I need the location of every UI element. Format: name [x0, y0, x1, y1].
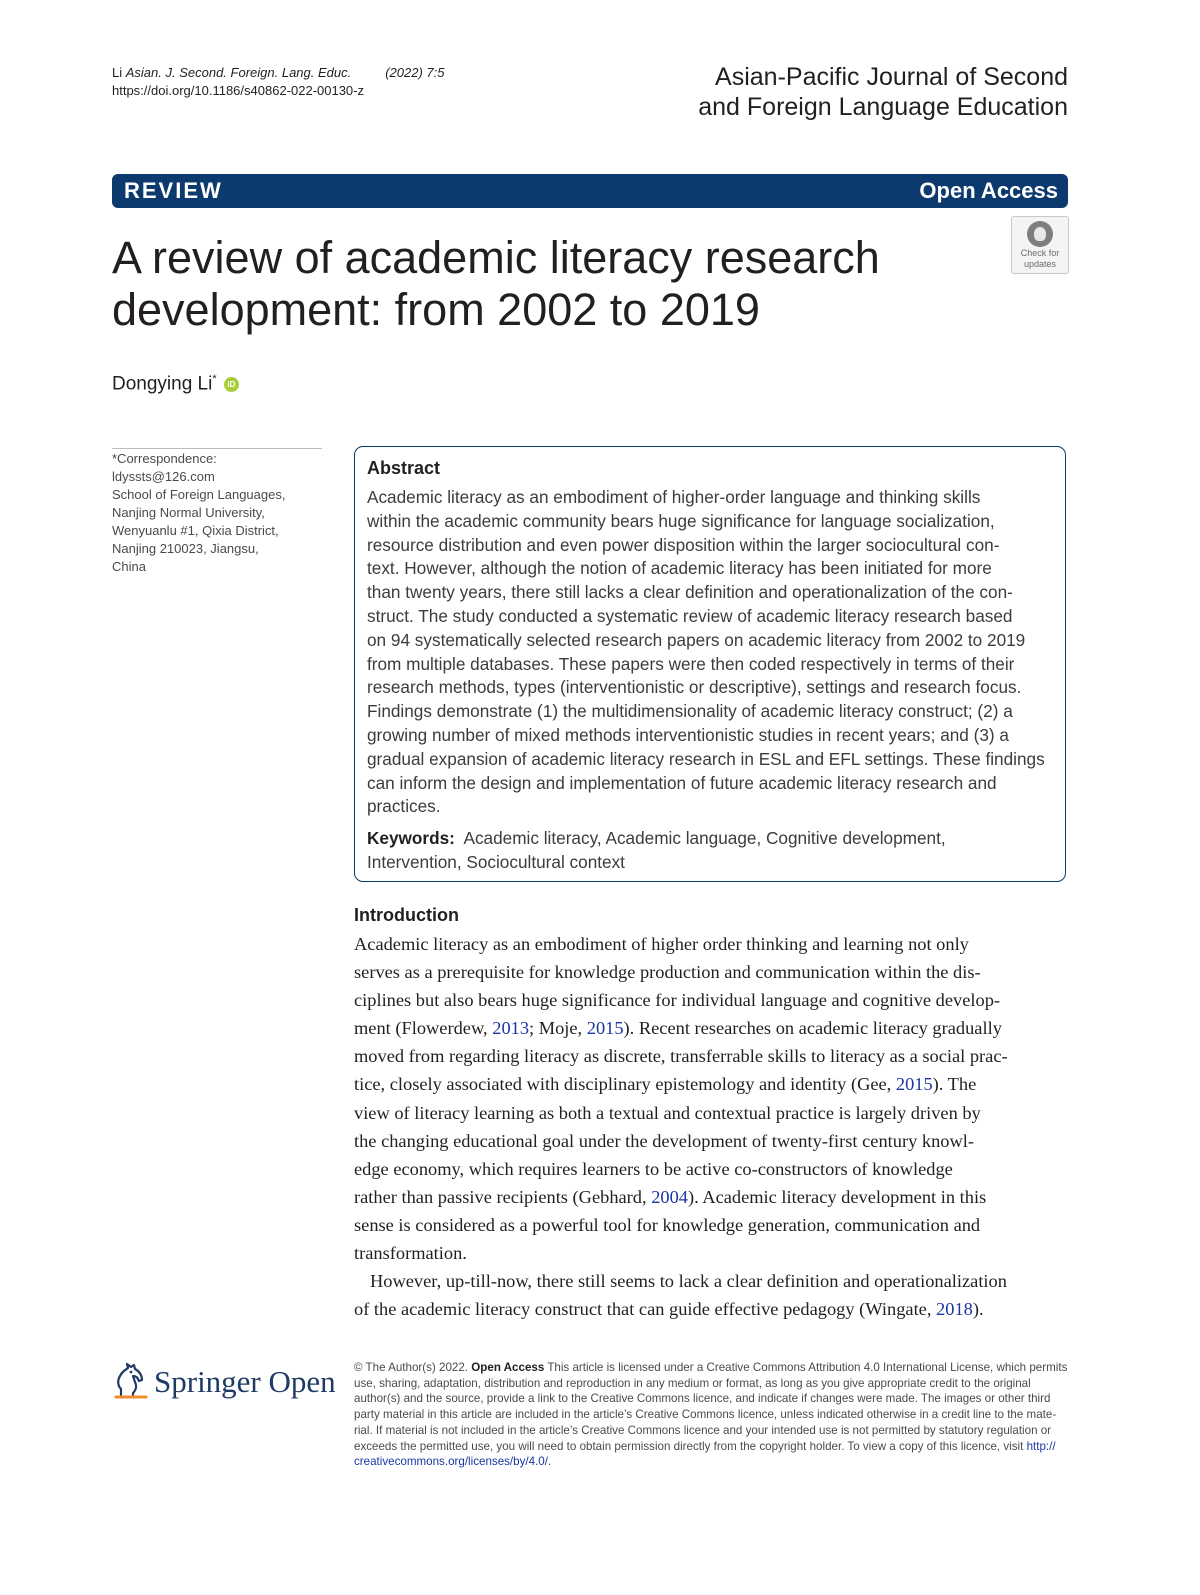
abstract-line: struct. The study conducted a systematic review of academic literacy research based [367, 605, 1013, 626]
citation-year-link[interactable]: 2013 [492, 1018, 530, 1039]
license-url-link[interactable]: creativecommons.org/licenses/by/4.0/ [354, 1455, 548, 1469]
correspondence-address-line: School of Foreign Languages, [112, 487, 286, 502]
introduction-line [354, 1099, 1068, 1127]
abstract-line: practices. [367, 796, 441, 817]
abstract-line: can inform the design and implementation of future academic literacy research and [367, 772, 997, 793]
article-type-label: REVIEW [124, 178, 223, 203]
journal-name-line1: Asian-Pacific Journal of Second [715, 63, 1068, 91]
introduction-text: Academic literacy as an embodiment of higher order thinking and learning not only [354, 934, 969, 954]
abstract-line: than twenty years, there still lacks a clear definition and operationalization of the con- [367, 582, 1013, 603]
abstract-line: within the academic community bears huge significance for language socialization, [367, 510, 995, 531]
introduction-line [354, 1070, 1068, 1098]
publisher-word-open: Open [268, 1364, 336, 1399]
orcid-icon[interactable]: iD [224, 377, 239, 392]
open-access-label: Open Access [919, 178, 1058, 203]
abstract-heading: Abstract [367, 458, 441, 478]
license-open-access: Open Access [471, 1361, 545, 1374]
sidebar-divider [112, 448, 322, 449]
abstract-line: growing number of mixed methods interventionistic studies in recent years; and (3) a [367, 724, 1009, 745]
license-copyright: © The Author(s) 2022. [354, 1361, 469, 1374]
introduction-line [354, 1239, 1068, 1267]
introduction-text: ; Moje, [529, 1018, 587, 1039]
citation-year-link[interactable]: 2015 [895, 1074, 933, 1095]
introduction-body [354, 930, 1068, 1323]
introduction-text: rather than passive recipients (Gebhard, [354, 1186, 652, 1207]
citation-journal: Asian. J. Second. Foreign. Lang. Educ. [125, 65, 352, 80]
introduction-line [354, 930, 1068, 958]
springer-horse-icon [112, 1362, 150, 1400]
abstract-box [354, 446, 1066, 882]
correspondence-email[interactable]: ldyssts@126.com [112, 469, 215, 484]
introduction-text: edge economy, which requires learners to be active co-constructors of knowledge [354, 1158, 953, 1179]
keywords [367, 826, 1057, 874]
introduction-text: transformation. [354, 1243, 467, 1264]
citation-line [112, 64, 444, 82]
introduction-text: sense is considered as a powerful tool for knowledge generation, communication and [354, 1214, 981, 1235]
keywords-line2: Intervention, Sociocultural context [367, 852, 625, 872]
introduction-line [354, 1183, 1068, 1211]
article-type-banner [112, 174, 1068, 208]
keywords-label: Keywords: [367, 828, 455, 848]
title-line1: A review of academic literacy research [112, 232, 880, 283]
author-name[interactable]: Dongying Li [112, 373, 213, 395]
abstract-line: text. However, although the notion of academic literacy has been initiated for more [367, 558, 992, 579]
introduction-text: moved from regarding literacy as discrete, transferrable skills to literacy as a social prac- [354, 1046, 1008, 1067]
license-line: author(s) and the source, provide a link to the Creative Commons licence, and indicate if changes were made. The images or other third [354, 1392, 1051, 1406]
abstract-line: gradual expansion of academic literacy research in ESL and EFL settings. These findings [367, 748, 1045, 769]
title-line2: development: from 2002 to 2019 [112, 284, 760, 335]
correspondence-address-line: Nanjing Normal University, [112, 505, 265, 520]
introduction-heading: Introduction [354, 905, 459, 925]
license-line: party material in this article are included in the article’s Creative Commons licence, unless indicated otherwise in a credit line to the mate- [354, 1408, 1057, 1422]
abstract-text [367, 486, 1057, 819]
introduction-line [354, 958, 1068, 986]
introduction-text: the changing educational goal under the development of twenty-first century knowl- [354, 1130, 974, 1151]
introduction-text: ). [972, 1299, 984, 1320]
license-line [354, 1360, 1068, 1376]
correspondence-address-line: China [112, 559, 146, 574]
keywords-list: Academic literacy, Academic language, Cognitive development, [463, 828, 946, 848]
correspondence-address-line: Nanjing 210023, Jiangsu, [112, 541, 259, 556]
license-url-link[interactable]: http:// [1026, 1439, 1056, 1453]
abstract-line: from multiple databases. These papers were then coded respectively in terms of their [367, 653, 1015, 674]
introduction-text: ). The [932, 1074, 977, 1095]
correspondence-block [112, 450, 327, 576]
introduction-text: ment (Flowerdew, [354, 1018, 493, 1039]
introduction-text: ciplines but also bears huge significance for individual language and cognitive develop- [354, 990, 1001, 1011]
citation-year-volume: (2022) 7:5 [385, 65, 445, 80]
article-title [112, 232, 972, 336]
citation-year-link[interactable]: 2015 [586, 1018, 624, 1039]
abstract-line: Academic literacy as an embodiment of higher-order language and thinking skills [367, 487, 981, 507]
introduction-line [354, 1042, 1068, 1070]
introduction-text: However, up-till-now, there still seems to lack a clear definition and operationalization [370, 1271, 1007, 1292]
journal-name-line2: and Foreign Language Education [698, 93, 1068, 121]
doi-link[interactable]: https://doi.org/10.1186/s40862-022-00130-z [112, 83, 364, 98]
citation-year-link[interactable]: 2004 [651, 1186, 688, 1207]
check-for-updates-badge[interactable] [1011, 216, 1069, 274]
check-updates-icon [1027, 221, 1053, 247]
introduction-text: ). Academic literacy development in this [687, 1186, 987, 1207]
license-line [354, 1439, 1068, 1455]
keywords-line1 [367, 826, 1057, 850]
check-updates-label-line2: updates [1023, 259, 1057, 269]
springer-open-logo [112, 1360, 342, 1404]
introduction-line [354, 1014, 1068, 1042]
corresponding-author-marker: * [212, 373, 217, 385]
license-text: This article is licensed under a Creative Commons Attribution 4.0 International License, which permits [547, 1361, 1068, 1374]
correspondence-address-line: Wenyuanlu #1, Qixia District, [112, 523, 279, 538]
check-updates-label-line1: Check for [1020, 248, 1060, 258]
license-notice [354, 1360, 1068, 1470]
license-end: . [547, 1455, 552, 1469]
introduction-text: serves as a prerequisite for knowledge production and communication within the dis- [354, 962, 981, 983]
abstract-line: on 94 systematically selected research papers on academic literacy from 2002 to 2019 [367, 629, 1026, 650]
journal-name [588, 62, 1068, 122]
license-line: use, sharing, adaptation, distribution and reproduction in any medium or format, as long as you give appropriate credit to the original [354, 1376, 1031, 1390]
license-text: exceeds the permitted use, you will need to obtain permission directly from the copyright holder. To view a copy of this licence, visit [354, 1439, 1024, 1453]
abstract-line: research methods, types (interventionistic or descriptive), settings and research focus. [367, 677, 1022, 698]
publisher-wordmark [154, 1364, 336, 1400]
introduction-line [354, 1295, 1068, 1323]
author-line [112, 366, 239, 397]
citation-author: Li [112, 65, 123, 80]
publisher-word-springer: Springer [154, 1364, 261, 1399]
introduction-text: view of literacy learning as both a textual and contextual practice is largely driven by [354, 1102, 981, 1123]
introduction-text: ). Recent researches on academic literacy gradually [623, 1018, 1002, 1039]
introduction-line [354, 1267, 1068, 1295]
abstract-line: resource distribution and even power disposition within the larger sociocultural con- [367, 534, 1000, 555]
introduction-text: tice, closely associated with disciplinary epistemology and identity (Gee, [354, 1074, 896, 1095]
citation-year-link[interactable]: 2018 [936, 1299, 973, 1320]
citation-block [112, 64, 444, 100]
license-line [354, 1454, 1068, 1470]
introduction-line [354, 1211, 1068, 1239]
license-line: rial. If material is not included in the article’s Creative Commons licence and your intended use is not permitted by statutory regulation or [354, 1423, 1052, 1437]
introduction-text: of the academic literacy construct that can guide effective pedagogy (Wingate, [354, 1299, 937, 1320]
abstract-line: Findings demonstrate (1) the multidimensionality of academic literacy construct; (2) a [367, 701, 1013, 722]
introduction-line [354, 1155, 1068, 1183]
introduction-line [354, 986, 1068, 1014]
introduction-line [354, 1127, 1068, 1155]
correspondence-label: *Correspondence: [112, 451, 217, 466]
